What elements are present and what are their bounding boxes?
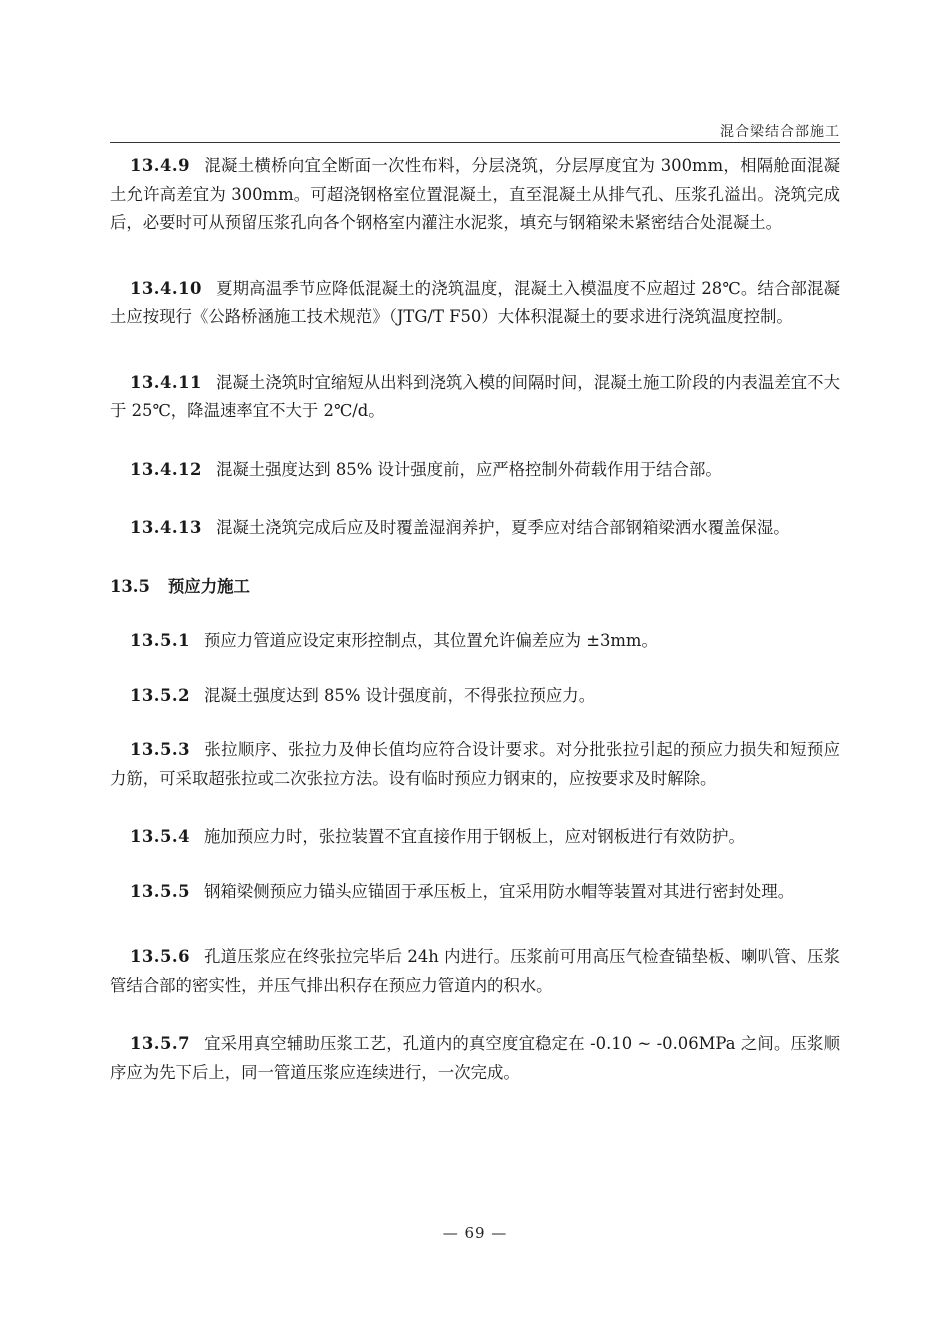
clause-number: 13.5.4 [130,827,191,846]
clause-13-5-7 [110,1030,840,1087]
clause-text: 宜采用真空辅助压浆工艺，孔道内的真空度宜稳定在 -0.10 ~ -0.06MPa 之间。压浆顺序应为先下后上，同一管道压浆应连续进行，一次完成。 [110,1034,840,1082]
clause-number: 13.4.10 [130,278,202,298]
clause-text: 混凝土浇筑完成后应及时覆盖湿润养护，夏季应对结合部钢箱梁洒水覆盖保湿。 [215,518,790,537]
clause-13-5-1 [110,627,840,656]
clause-13-4-10 [110,275,840,332]
clause-number: 13.4.13 [130,518,202,537]
clause-13-4-12 [110,456,840,485]
clause-text: 夏期高温季节应降低混凝土的浇筑温度，混凝土入模温度不应超过 28℃。结合部混凝土应按现行《公路桥涵施工技术规范》（JTG/T F50）大体积混凝土的要求进行浇筑温度控制。 [110,278,840,326]
clause-number: 13.4.12 [130,459,202,479]
page-body [110,152,840,1087]
clause-text: 混凝土强度达到 85% 设计强度前，应严格控制外荷载作用于结合部。 [215,459,722,479]
clause-number: 13.5.2 [130,685,191,705]
clause-text: 钢箱梁侧预应力锚头应锚固于承压板上，宜采用防水帽等装置对其进行密封处理。 [204,881,795,901]
clause-text: 施加预应力时，张拉装置不宜直接作用于钢板上，应对钢板进行有效防护。 [204,827,745,846]
clause-number: 13.4.9 [130,156,191,175]
page-number: — 69 — [442,1224,508,1242]
clause-text: 混凝土横桥向宜全断面一次性布料，分层浇筑，分层厚度宜为 300mm，相隔舱面混凝土允许高差宜为 300mm。可超浇钢格室位置混凝土，直至混凝土从排气孔、压浆孔溢出。浇筑完成后，必要时可从预留压浆孔向各个钢格室内灌注水泥浆，填充与钢箱梁未紧密结合处混凝土。 [110,156,840,232]
clause-13-5-4 [110,823,840,852]
running-header: 混合梁结合部施工 [720,124,840,140]
clause-text: 孔道压浆应在终张拉完毕后 24h 内进行。压浆前可用高压气检查锚垫板、喇叭管、压浆管结合部的密实性，并压气排出积存在预应力管道内的积水。 [110,947,840,995]
clause-13-4-13 [110,514,840,543]
clause-13-4-9 [110,152,840,238]
clause-13-4-11 [110,369,840,426]
clause-13-5-3 [110,736,840,793]
clause-number: 13.5.6 [130,947,191,966]
clause-number: 13.5.5 [130,881,191,901]
section-heading [110,573,840,602]
clause-number: 13.5.3 [130,740,191,759]
clause-number: 13.4.11 [130,372,202,392]
clause-13-5-6 [110,943,840,1000]
header-rule [110,142,840,143]
clause-13-5-5 [110,878,840,907]
clause-number: 13.5.1 [130,631,191,650]
section-title: 预应力施工 [167,576,250,596]
clause-text: 混凝土浇筑时宜缩短从出料到浇筑入模的间隔时间，混凝土施工阶段的内表温差宜不大于 25℃，降温速率宜不大于 2℃/d。 [110,372,840,420]
section-number: 13.5 [110,576,150,596]
clause-text: 预应力管道应设定束形控制点，其位置允许偏差应为 ±3mm。 [204,631,658,650]
clause-13-5-2 [110,682,840,711]
clause-text: 张拉顺序、张拉力及伸长值均应符合设计要求。对分批张拉引起的预应力损失和短预应力筋，可采取超张拉或二次张拉方法。设有临时预应力钢束的，应按要求及时解除。 [110,740,840,788]
clause-number: 13.5.7 [130,1034,191,1053]
clause-text: 混凝土强度达到 85% 设计强度前，不得张拉预应力。 [204,685,596,705]
